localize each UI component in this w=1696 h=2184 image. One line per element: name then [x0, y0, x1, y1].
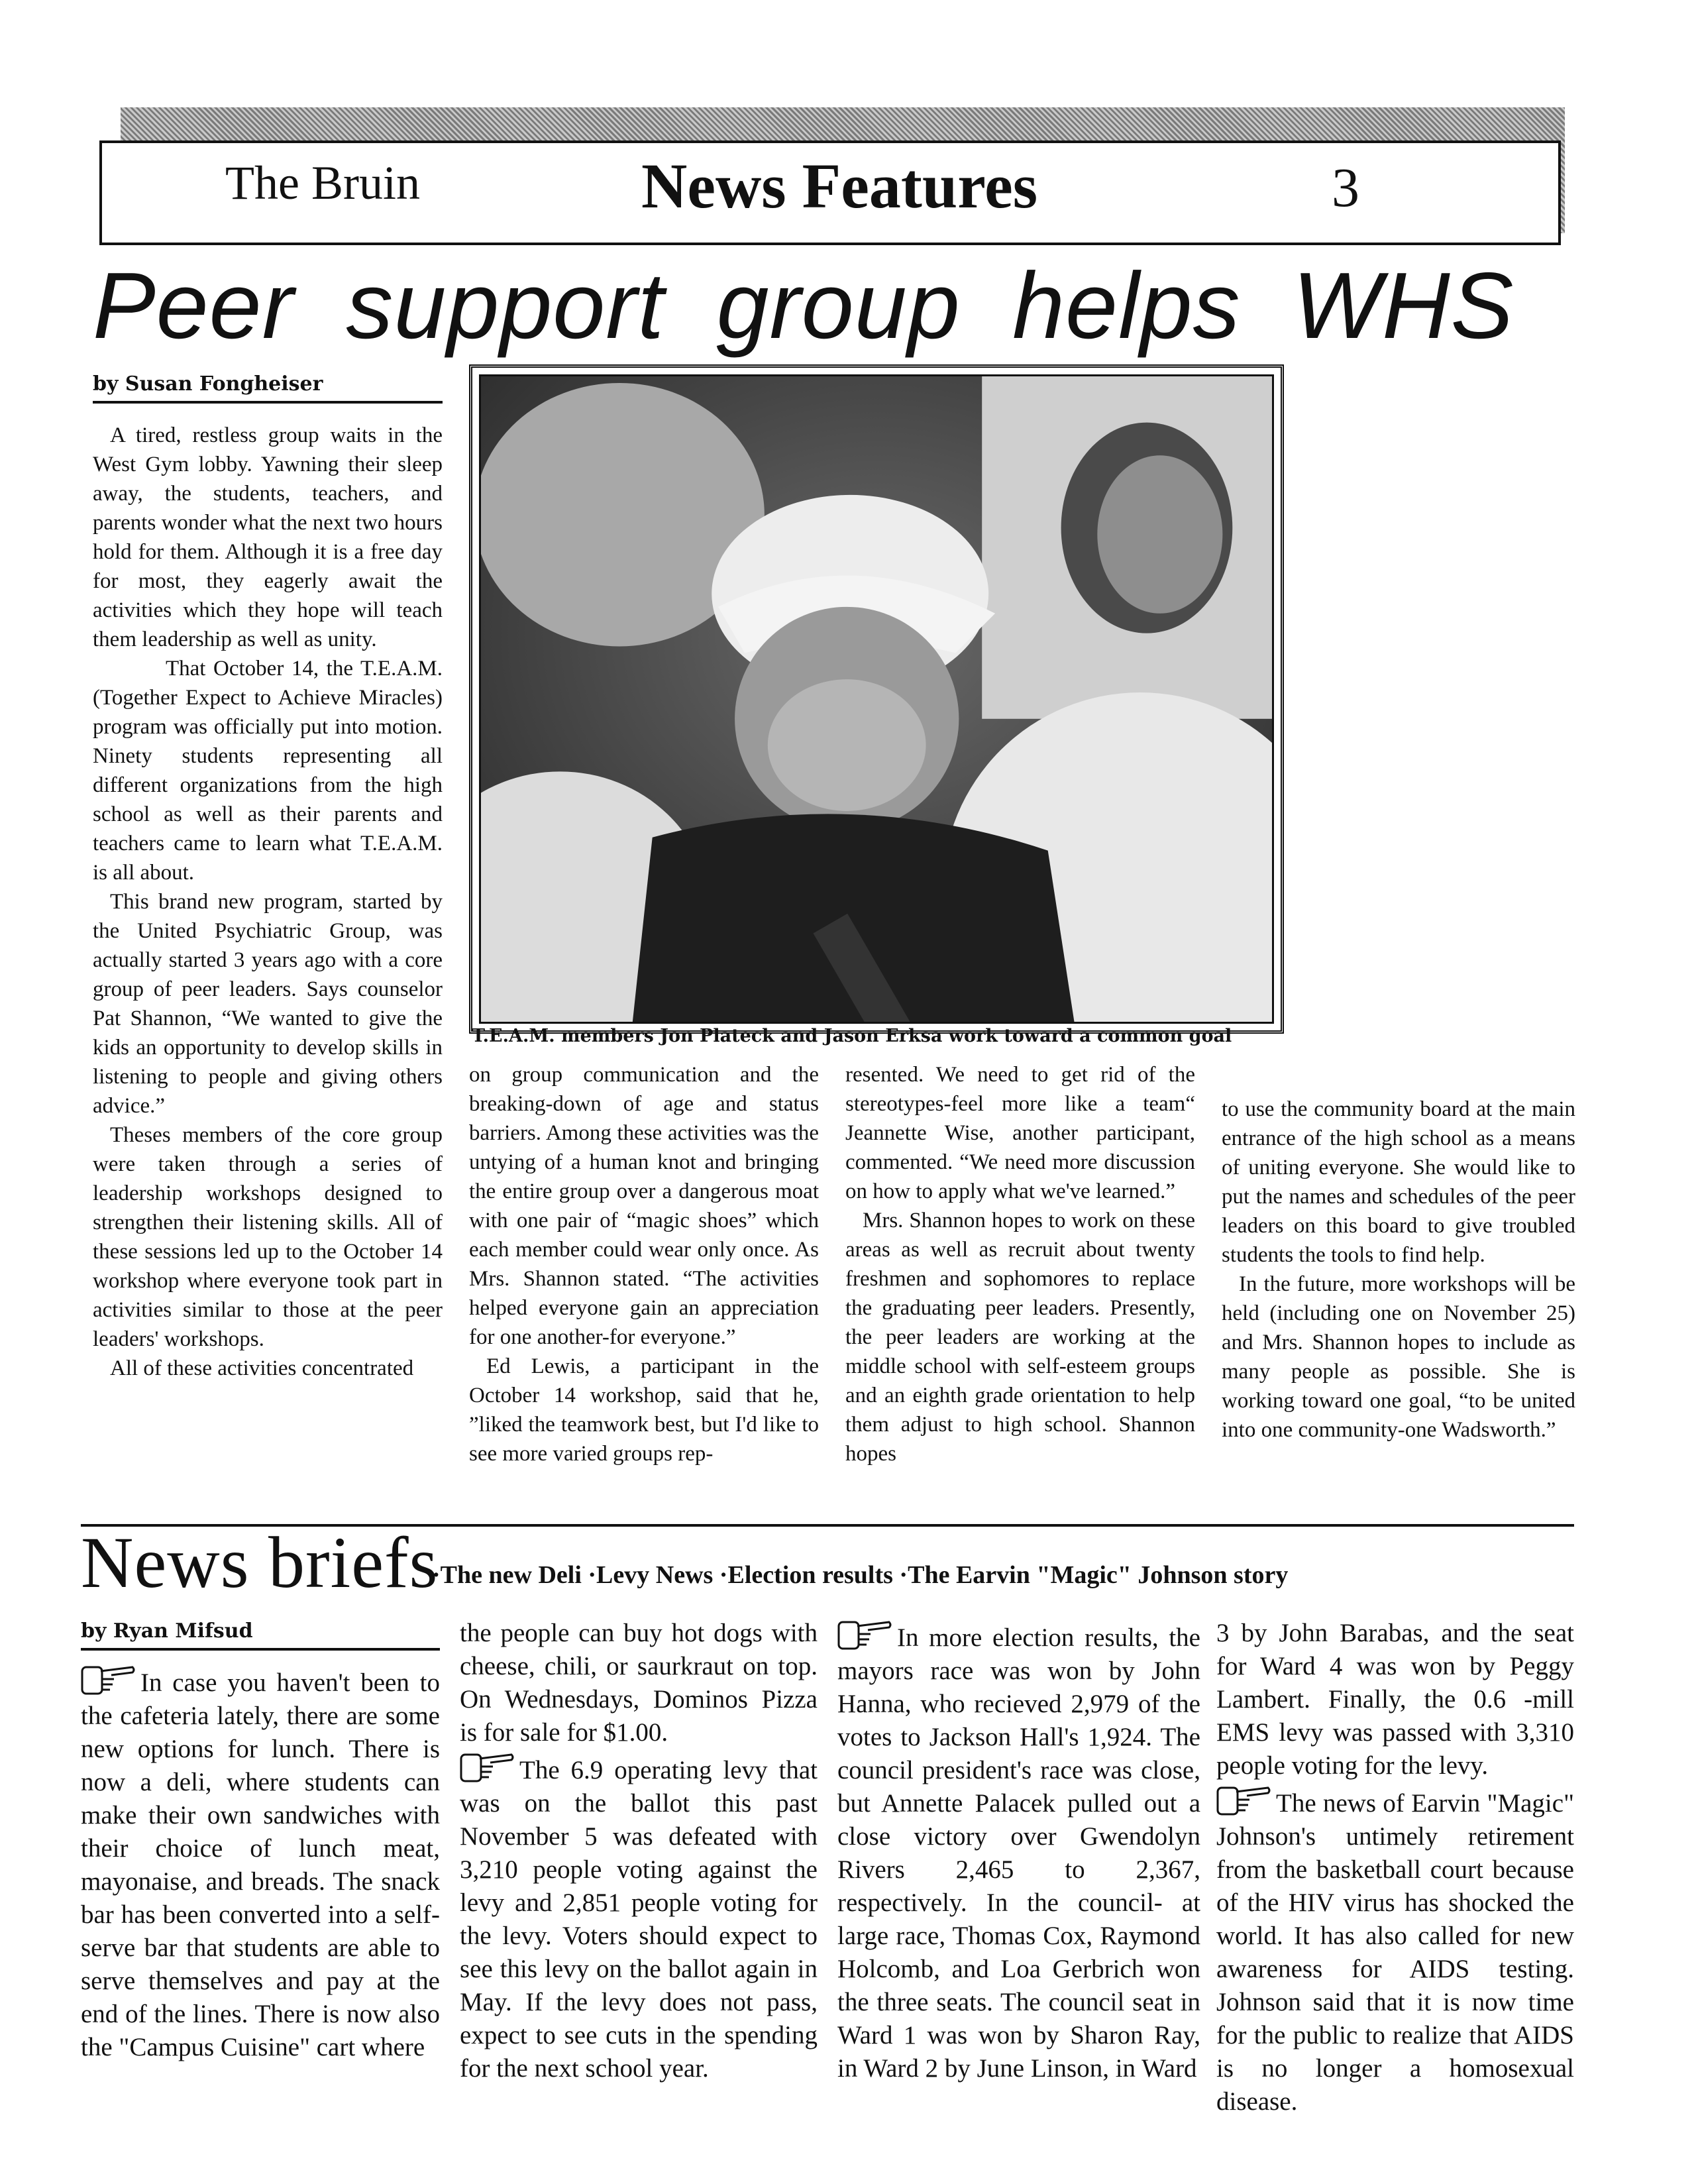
article-photo-frame — [469, 364, 1284, 1034]
paragraph: Theses members of the core group were taken through a series of leadership workshops designed to strengthen their listening skills. All of these sessions led up to the October 14 workshop where everyone took part in activities similar to those at the peer leaders' workshops. — [93, 1123, 443, 1351]
briefs-byline-rule — [81, 1648, 440, 1651]
brief-paragraph — [81, 1662, 440, 2064]
brief-paragraph — [837, 1617, 1200, 2085]
brief-text: The 6.9 operating levy that was on the ballot this past November 5 was defeated with 3,210 people voting against the levy and 2,851 people voting for the levy. Voters should expect to see this levy on the ballot again in May. If the levy does not pass, expect to see cuts in the spending for the next school year. — [460, 1756, 818, 2083]
paragraph: In the future, more workshops will be held (including one on November 25) and Mrs. Shannon hopes to include as many people as possible. She is working toward one goal, “to be united into one community-one Wadsworth.” — [1222, 1272, 1575, 1442]
brief-text: In case you haven't been to the cafeteria lately, there are some new options for lunch. There is now a deli, where students can make their own sandwiches with their choice of lunch meat, mayonaise, and breads. The snack bar has been converted into a self-serve bar that students are able to serve themselves and pay at the end of the lines. There is now also the "Campus Cuisine" cart where — [81, 1668, 440, 2061]
briefs-column-2 — [460, 1617, 818, 2085]
paragraph: All of these activities concentrated — [110, 1356, 414, 1380]
briefs-title: News briefs — [81, 1522, 439, 1603]
paragraph: resented. We need to get rid of the stereotypes-feel more like a team“ Jeannette Wise, another participant, commented. “We need more discussion on how to apply what we've learned.” — [845, 1063, 1195, 1203]
brief-text: In more election results, the mayors race was won by John Hanna, who recieved 2,979 of the votes to Jackson Hall's 1,924. The council president's race was close, but Annette Palacek pulled out a close victory over Gwendolyn Rivers 2,465 to 2,367, respectively. In the council- at large race, Thomas Cox, Raymond Holcomb, and Loa Gerbrich won the three seats. The council seat in Ward 1 was won by Sharon Ray, in Ward 2 by June Linson, in Ward — [837, 1623, 1200, 2083]
paragraph: to use the community board at the main entrance of the high school as a means of uniting everyone. She would like to put the names and schedules of the peer leaders on this board to give troubled students the tools to find help. — [1222, 1097, 1575, 1267]
brief-text: The news of Earvin "Magic" Johnson's untimely retirement from the basketball court because of the HIV virus has shocked the world. It has also called for new awareness for AIDS testing. Johnson said that it is now time for the public to realize that AIDS is no longer a homosexual disease. — [1216, 1789, 1574, 2116]
paper-name: The Bruin — [225, 156, 420, 209]
paragraph: A tired, restless group waits in the West Gym lobby. Yawning their sleep away, the students, teachers, and parents wonder what the next two hours hold for them. Although it is a free day for most, they eagerly await the activities which they hope will teach them leadership as well as unity. — [93, 423, 443, 651]
article-column-4 — [1222, 1095, 1575, 1445]
briefs-column-3 — [837, 1617, 1200, 2085]
page-number: 3 — [1332, 157, 1359, 219]
briefs-column-1 — [81, 1662, 440, 2064]
section-title: News Features — [641, 150, 1038, 221]
article-column-1 — [93, 421, 443, 1383]
brief-paragraph: the people can buy hot dogs with cheese, chili, or saurkraut on top. On Wednesdays, Dominos Pizza is for sale for $1.00. — [460, 1619, 818, 1747]
article-column-3 — [845, 1060, 1195, 1468]
photo-illustration — [481, 376, 1272, 1022]
article-photo — [479, 374, 1274, 1024]
article-headline: Peer support group helps WHS — [93, 253, 1514, 358]
briefs-byline: by Ryan Mifsud — [81, 1619, 253, 1643]
briefs-column-4 — [1216, 1617, 1574, 2118]
paragraph: on group communication and the breaking-down of age and status barriers. Among these activities was the untying of a human knot and bringing the entire group over a dangerous moat with one pair of “magic shoes” which each member could wear only once. As Mrs. Shannon stated. “The activities helped everyone gain an appreciation for one another-for everyone.” — [469, 1063, 819, 1349]
paragraph: Mrs. Shannon hopes to work on these areas as well as recruit about twenty freshmen and sophomores to replace the graduating peer leaders. Presently, the peer leaders are working at the middle school with self-esteem groups and an eighth grade orientation to help them adjust to high school. Shannon hopes — [845, 1209, 1195, 1466]
article-byline: by Susan Fongheiser — [93, 372, 323, 396]
brief-paragraph — [1216, 1782, 1574, 2118]
brief-paragraph: 3 by John Barabas, and the seat for Ward 4 was won by Peggy Lambert. Finally, the 0.6 -mill EMS levy was passed with 3,310 people voting for the levy. — [1216, 1619, 1574, 1780]
briefs-topics: ·The new Deli ·Levy News ·Election results ·The Earvin "Magic" Johnson story — [432, 1561, 1289, 1589]
paragraph: That October 14, the T.E.A.M.(Together Expect to Achieve Miracles) program was officially put into motion. Ninety students representing all different organizations from the high school as well as their parents and teachers came to learn what T.E.A.M. is all about. — [93, 657, 443, 885]
pointing-hand-icon — [460, 1749, 515, 1784]
paragraph: This brand new program, started by the United Psychiatric Group, was actually started 3 years ago with a core group of peer leaders. Says counselor Pat Shannon, “We wanted to give the kids an opportunity to develop skills in listening to people and giving others advice.” — [93, 890, 443, 1118]
photo-caption: T.E.A.M. members Jon Plateck and Jason Erksa work toward a common goal — [472, 1026, 1232, 1046]
article-column-2 — [469, 1060, 819, 1468]
byline-rule — [93, 401, 443, 404]
pointing-hand-icon — [1216, 1782, 1272, 1817]
brief-paragraph — [460, 1749, 818, 2085]
pointing-hand-icon — [81, 1662, 136, 1696]
paragraph: Ed Lewis, a participant in the October 14 workshop, said that he, ”liked the teamwork best, but I'd like to see more varied groups rep- — [469, 1354, 819, 1466]
pointing-hand-icon — [837, 1617, 893, 1651]
